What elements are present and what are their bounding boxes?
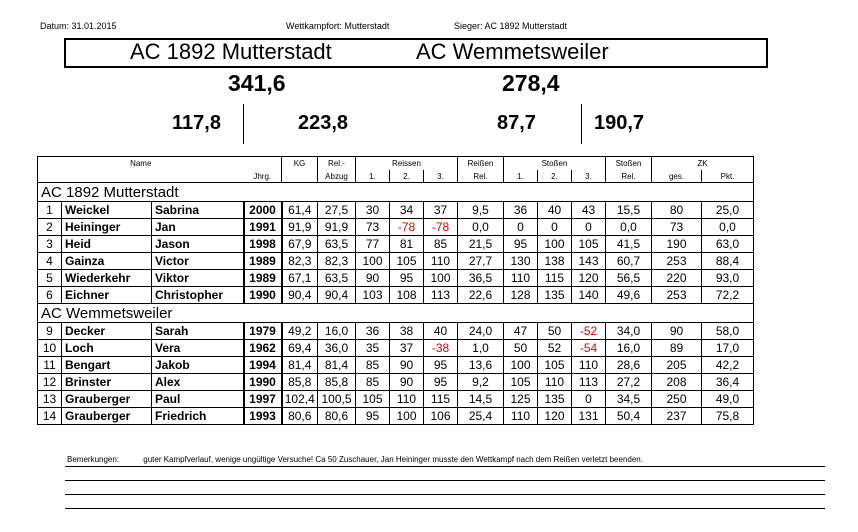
total-kg: 250 (652, 391, 702, 408)
cj-rel: 60,7 (606, 253, 652, 270)
snatch-1: 85 (356, 357, 390, 374)
birth-year: 1991 (244, 219, 282, 236)
table-row (38, 357, 754, 374)
snatch-3: 100 (424, 270, 458, 287)
total-kg: 205 (652, 357, 702, 374)
first-name: Christopher (152, 287, 244, 304)
home-cj-total: 223,8 (298, 112, 349, 134)
cj-1: 95 (504, 236, 538, 253)
last-name: Weickel (62, 202, 152, 219)
venue-label: Wettkampfort: Mutterstadt (286, 21, 390, 31)
col-ges: ges. (652, 170, 702, 183)
birth-year: 1994 (244, 357, 282, 374)
remarks-line (65, 494, 825, 495)
first-name: Jan (152, 219, 244, 236)
snatch-rel: 9,5 (458, 202, 504, 219)
winner-label: Sieger: AC 1892 Mutterstadt (454, 21, 568, 31)
snatch-1: 85 (356, 374, 390, 391)
away-team-row (38, 304, 754, 323)
snatch-1: 77 (356, 236, 390, 253)
cj-2: 0 (538, 219, 572, 236)
row-number: 4 (38, 253, 62, 270)
rel-deduction: 63,5 (318, 236, 356, 253)
bodyweight: 90,4 (282, 287, 318, 304)
cj-1: 110 (504, 270, 538, 287)
cj-rel: 28,6 (606, 357, 652, 374)
row-number: 9 (38, 323, 62, 340)
rel-deduction: 63,5 (318, 270, 356, 287)
snatch-3: 37 (424, 202, 458, 219)
cj-rel: 34,0 (606, 323, 652, 340)
cj-3: 143 (572, 253, 606, 270)
last-name: Gainza (62, 253, 152, 270)
col-r2: 2. (390, 170, 424, 183)
first-name: Jason (152, 236, 244, 253)
table-row (38, 323, 754, 340)
row-number: 5 (38, 270, 62, 287)
col-s1: 1. (504, 170, 538, 183)
table-row (38, 219, 754, 236)
first-name: Sabrina (152, 202, 244, 219)
cj-rel: 50,4 (606, 408, 652, 425)
last-name: Decker (62, 323, 152, 340)
cj-2: 40 (538, 202, 572, 219)
cj-1: 47 (504, 323, 538, 340)
cj-rel: 0,0 (606, 219, 652, 236)
table-row (38, 408, 754, 425)
birth-year: 1990 (244, 287, 282, 304)
last-name: Eichner (62, 287, 152, 304)
snatch-3: 95 (424, 374, 458, 391)
last-name: Heid (62, 236, 152, 253)
col-r3: 3. (424, 170, 458, 183)
snatch-2: 105 (390, 253, 424, 270)
rel-deduction: 90,4 (318, 287, 356, 304)
rel-deduction: 81,4 (318, 357, 356, 374)
cj-rel: 27,2 (606, 374, 652, 391)
last-name: Brinster (62, 374, 152, 391)
bodyweight: 82,3 (282, 253, 318, 270)
first-name: Sarah (152, 323, 244, 340)
bodyweight: 102,4 (282, 391, 318, 408)
snatch-3: 106 (424, 408, 458, 425)
snatch-2: 37 (390, 340, 424, 357)
row-number: 12 (38, 374, 62, 391)
cj-1: 0 (504, 219, 538, 236)
remarks-line (65, 466, 825, 467)
first-name: Friedrich (152, 408, 244, 425)
cj-3: 140 (572, 287, 606, 304)
snatch-rel: 1,0 (458, 340, 504, 357)
snatch-rel: 9,2 (458, 374, 504, 391)
row-number: 2 (38, 219, 62, 236)
points: 0,0 (702, 219, 754, 236)
points: 36,4 (702, 374, 754, 391)
bodyweight: 67,1 (282, 270, 318, 287)
points: 58,0 (702, 323, 754, 340)
table-row (38, 340, 754, 357)
cj-2: 110 (538, 374, 572, 391)
cj-3: 105 (572, 236, 606, 253)
col-rr: Rel. (458, 170, 504, 183)
snatch-3: 85 (424, 236, 458, 253)
row-number: 1 (38, 202, 62, 219)
birth-year: 1997 (244, 391, 282, 408)
cj-rel: 56,5 (606, 270, 652, 287)
cj-1: 110 (504, 408, 538, 425)
cj-1: 125 (504, 391, 538, 408)
remarks-line (65, 480, 825, 481)
header-row-top (38, 157, 754, 171)
col-abzug: Abzug (318, 170, 356, 183)
bodyweight: 91,9 (282, 219, 318, 236)
last-name: Bengart (62, 357, 152, 374)
cj-rel: 49,6 (606, 287, 652, 304)
cj-3: 0 (572, 219, 606, 236)
birth-year: 1990 (244, 374, 282, 391)
table-row (38, 391, 754, 408)
snatch-1: 90 (356, 270, 390, 287)
home-team-row (38, 183, 754, 202)
col-s3: 3. (572, 170, 606, 183)
bodyweight: 49,2 (282, 323, 318, 340)
total-kg: 237 (652, 408, 702, 425)
home-snatch-total: 117,8 (172, 112, 221, 134)
home-team-heading: AC 1892 Mutterstadt (38, 183, 754, 202)
table-row (38, 202, 754, 219)
results-table (37, 156, 754, 425)
col-year-top (244, 157, 282, 171)
home-team-name: AC 1892 Mutterstadt (130, 39, 332, 64)
points: 72,2 (702, 287, 754, 304)
birth-year: 1989 (244, 270, 282, 287)
total-kg: 89 (652, 340, 702, 357)
col-sr: Rel. (606, 170, 652, 183)
cj-3: 113 (572, 374, 606, 391)
snatch-3: -38 (424, 340, 458, 357)
rel-deduction: 36,0 (318, 340, 356, 357)
last-name: Heininger (62, 219, 152, 236)
cj-rel: 41,5 (606, 236, 652, 253)
snatch-rel: 22,6 (458, 287, 504, 304)
cj-1: 36 (504, 202, 538, 219)
first-name: Viktor (152, 270, 244, 287)
cj-2: 100 (538, 236, 572, 253)
birth-year: 2000 (244, 202, 282, 219)
table-row (38, 236, 754, 253)
teams-box (64, 38, 768, 68)
first-name: Vera (152, 340, 244, 357)
snatch-2: 90 (390, 357, 424, 374)
points: 88,4 (702, 253, 754, 270)
snatch-rel: 13,6 (458, 357, 504, 374)
snatch-2: 34 (390, 202, 424, 219)
col-year: Jhrg. (244, 170, 282, 183)
col-name: Name (38, 157, 244, 171)
away-snatch-total: 87,7 (497, 112, 536, 134)
birth-year: 1998 (244, 236, 282, 253)
snatch-3: -78 (424, 219, 458, 236)
snatch-rel: 25,4 (458, 408, 504, 425)
snatch-2: 100 (390, 408, 424, 425)
snatch-1: 103 (356, 287, 390, 304)
snatch-3: 110 (424, 253, 458, 270)
away-divider (581, 104, 582, 144)
cj-2: 52 (538, 340, 572, 357)
snatch-1: 95 (356, 408, 390, 425)
col-rel: Rel.- (318, 157, 356, 171)
rel-deduction: 27,5 (318, 202, 356, 219)
last-name: Loch (62, 340, 152, 357)
cj-2: 115 (538, 270, 572, 287)
first-name: Jakob (152, 357, 244, 374)
birth-year: 1989 (244, 253, 282, 270)
cj-1: 130 (504, 253, 538, 270)
bodyweight: 67,9 (282, 236, 318, 253)
first-name: Victor (152, 253, 244, 270)
away-cj-total: 190,7 (594, 112, 645, 134)
away-team-name: AC Wemmetsweiler (416, 39, 609, 64)
snatch-2: 38 (390, 323, 424, 340)
first-name: Paul (152, 391, 244, 408)
cj-rel: 15,5 (606, 202, 652, 219)
cj-1: 105 (504, 374, 538, 391)
snatch-3: 113 (424, 287, 458, 304)
total-kg: 208 (652, 374, 702, 391)
remarks (67, 455, 643, 464)
last-name: Grauberger (62, 391, 152, 408)
points: 49,0 (702, 391, 754, 408)
row-number: 3 (38, 236, 62, 253)
snatch-3: 115 (424, 391, 458, 408)
row-number: 13 (38, 391, 62, 408)
bodyweight: 61,4 (282, 202, 318, 219)
cj-2: 50 (538, 323, 572, 340)
total-kg: 253 (652, 287, 702, 304)
home-divider (243, 104, 244, 144)
total-kg: 190 (652, 236, 702, 253)
points: 75,8 (702, 408, 754, 425)
snatch-rel: 24,0 (458, 323, 504, 340)
cj-2: 120 (538, 408, 572, 425)
cj-2: 135 (538, 391, 572, 408)
last-name: Wiederkehr (62, 270, 152, 287)
table-row (38, 287, 754, 304)
snatch-1: 30 (356, 202, 390, 219)
birth-year: 1979 (244, 323, 282, 340)
row-number: 14 (38, 408, 62, 425)
cj-2: 138 (538, 253, 572, 270)
cj-2: 105 (538, 357, 572, 374)
rel-deduction: 16,0 (318, 323, 356, 340)
col-s2: 2. (538, 170, 572, 183)
row-number: 6 (38, 287, 62, 304)
snatch-rel: 0,0 (458, 219, 504, 236)
snatch-1: 105 (356, 391, 390, 408)
cj-rel: 34,5 (606, 391, 652, 408)
rel-deduction: 82,3 (318, 253, 356, 270)
snatch-2: 90 (390, 374, 424, 391)
rel-deduction: 100,5 (318, 391, 356, 408)
col-reissen-rel: Reißen (458, 157, 504, 171)
snatch-rel: 14,5 (458, 391, 504, 408)
rel-deduction: 91,9 (318, 219, 356, 236)
snatch-2: -78 (390, 219, 424, 236)
snatch-rel: 21,5 (458, 236, 504, 253)
last-name: Grauberger (62, 408, 152, 425)
remarks-line (65, 508, 825, 509)
snatch-1: 73 (356, 219, 390, 236)
snatch-1: 100 (356, 253, 390, 270)
header-row-bottom (38, 170, 754, 183)
snatch-2: 108 (390, 287, 424, 304)
cj-1: 100 (504, 357, 538, 374)
points: 93,0 (702, 270, 754, 287)
rel-deduction: 80,6 (318, 408, 356, 425)
total-kg: 220 (652, 270, 702, 287)
points: 17,0 (702, 340, 754, 357)
cj-1: 50 (504, 340, 538, 357)
cj-3: -54 (572, 340, 606, 357)
snatch-2: 95 (390, 270, 424, 287)
row-number: 10 (38, 340, 62, 357)
birth-year: 1993 (244, 408, 282, 425)
col-pkt: Pkt. (702, 170, 754, 183)
birth-year: 1962 (244, 340, 282, 357)
snatch-1: 35 (356, 340, 390, 357)
row-number: 11 (38, 357, 62, 374)
col-zk: ZK (652, 157, 754, 171)
table-row (38, 253, 754, 270)
cj-3: 43 (572, 202, 606, 219)
points: 63,0 (702, 236, 754, 253)
points: 25,0 (702, 202, 754, 219)
col-reissen: Reissen (356, 157, 458, 171)
bodyweight: 80,6 (282, 408, 318, 425)
cj-3: 0 (572, 391, 606, 408)
snatch-rel: 27,7 (458, 253, 504, 270)
cj-1: 128 (504, 287, 538, 304)
bodyweight: 85,8 (282, 374, 318, 391)
bodyweight: 81,4 (282, 357, 318, 374)
total-kg: 80 (652, 202, 702, 219)
total-kg: 73 (652, 219, 702, 236)
snatch-3: 95 (424, 357, 458, 374)
cj-3: 110 (572, 357, 606, 374)
cj-3: -52 (572, 323, 606, 340)
remarks-text: guter Kampfverlauf, wenige ungültige Versuche! Ca 50 Zuschauer, Jan Heininger musste den Wettkampf nach dem Reißen verletzt beenden. (143, 455, 643, 464)
remarks-label: Bemerkungen: (67, 455, 120, 464)
snatch-rel: 36,5 (458, 270, 504, 287)
col-kg: KG (282, 157, 318, 171)
date-label: Datum: 31.01.2015 (40, 21, 117, 31)
home-total: 341,6 (228, 70, 286, 96)
away-team-heading: AC Wemmetsweiler (38, 304, 754, 323)
away-total: 278,4 (502, 70, 560, 96)
snatch-3: 40 (424, 323, 458, 340)
cj-3: 120 (572, 270, 606, 287)
total-kg: 253 (652, 253, 702, 270)
snatch-2: 110 (390, 391, 424, 408)
total-kg: 90 (652, 323, 702, 340)
first-name: Alex (152, 374, 244, 391)
cj-3: 131 (572, 408, 606, 425)
col-r1: 1. (356, 170, 390, 183)
cj-2: 135 (538, 287, 572, 304)
points: 42,2 (702, 357, 754, 374)
table-row (38, 374, 754, 391)
table-row (38, 270, 754, 287)
col-stossen: Stoßen (504, 157, 606, 171)
snatch-1: 36 (356, 323, 390, 340)
col-stossen-rel: Stoßen (606, 157, 652, 171)
rel-deduction: 85,8 (318, 374, 356, 391)
snatch-2: 81 (390, 236, 424, 253)
cj-rel: 16,0 (606, 340, 652, 357)
bodyweight: 69,4 (282, 340, 318, 357)
